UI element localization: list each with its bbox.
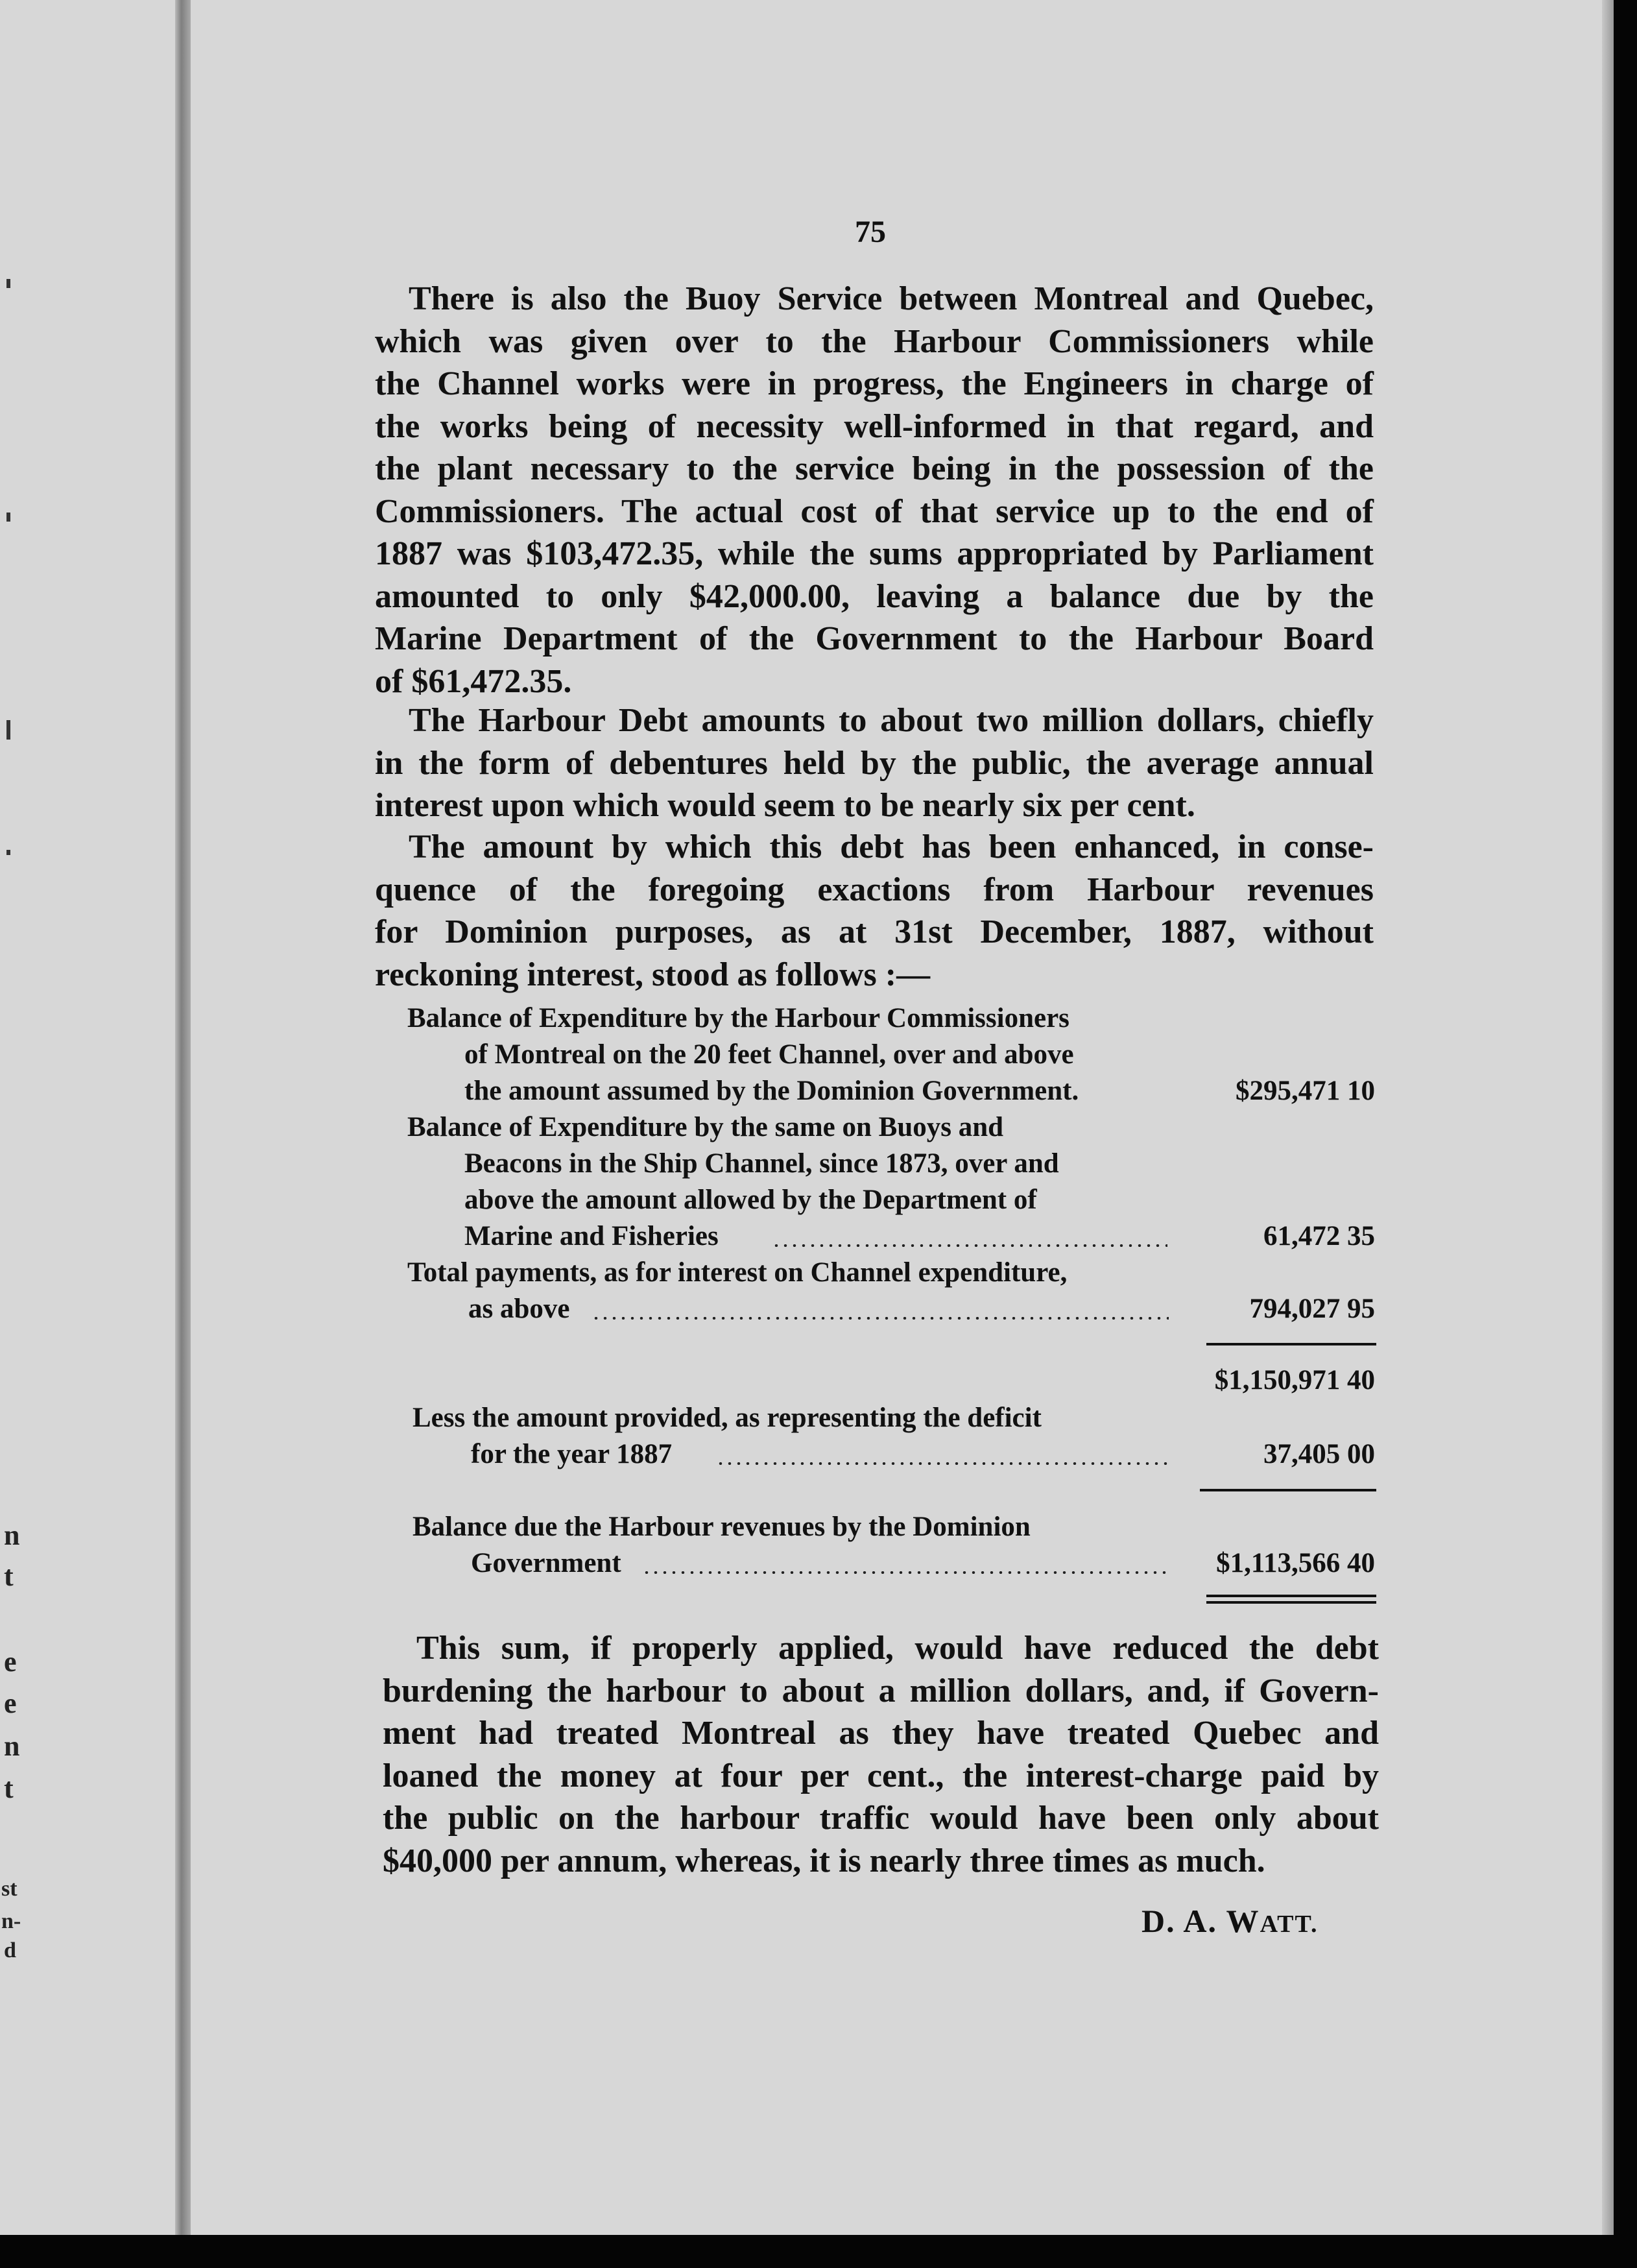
- page-right-edge: [1602, 0, 1614, 2235]
- balance-amount: $1,113,566 40: [1216, 1548, 1375, 1578]
- statement-line: Balance of Expenditure by the Harbour Commissioners: [407, 1003, 1069, 1033]
- double-rule-bottom: [1206, 1601, 1376, 1604]
- scan-speck: [6, 850, 10, 855]
- text-line: Marine Department of the Government to the Harbour Board: [375, 620, 1374, 657]
- statement-amount: 61,472 35: [1263, 1221, 1375, 1251]
- scan-speck: [6, 513, 10, 522]
- text-line: loaned the money at four per cent., the interest-charge paid by: [383, 1757, 1379, 1794]
- page-number: 75: [855, 215, 886, 249]
- text-line: reckoning interest, stood as follows :—: [375, 956, 931, 993]
- statement-amount: 37,405 00: [1263, 1439, 1375, 1469]
- statement-line: Beacons in the Ship Channel, since 1873, over and: [464, 1148, 1059, 1179]
- statement-line: the amount assumed by the Dominion Government.: [464, 1076, 1079, 1106]
- text-line: quence of the foregoing exactions from Harbour revenues: [375, 871, 1374, 908]
- dot-leader: [591, 1317, 1169, 1320]
- dot-leader: [642, 1571, 1169, 1574]
- text-line: There is also the Buoy Service between Montreal and Quebec,: [409, 280, 1374, 317]
- text-line: $40,000 per annum, whereas, it is nearly three times as much.: [383, 1842, 1265, 1879]
- dot-leader: [772, 1244, 1167, 1247]
- margin-fragment: d: [4, 1938, 16, 1962]
- statement-line: Balance due the Harbour revenues by the Dominion: [412, 1512, 1031, 1542]
- text-line: in the form of debentures held by the public, the average annual: [375, 744, 1374, 782]
- text-line: The Harbour Debt amounts to about two million dollars, chiefly: [409, 702, 1374, 739]
- text-line: Commissioners. The actual cost of that service up to the end of: [375, 492, 1374, 530]
- statement-line: Government: [471, 1548, 621, 1578]
- text-line: of $61,472.35.: [375, 662, 572, 700]
- scan-speck: [6, 720, 10, 740]
- scan-speck: [6, 279, 10, 288]
- margin-fragment: e: [4, 1687, 17, 1719]
- margin-fragment: t: [4, 1560, 14, 1592]
- margin-fragment: e: [4, 1646, 17, 1678]
- text-line: The amount by which this debt has been enhanced, in conse-: [409, 828, 1374, 865]
- subtotal-rule: [1206, 1343, 1376, 1345]
- text-line: the works being of necessity well-informed in that regard, and: [375, 407, 1374, 445]
- text-line: the plant necessary to the service being in the possession of the: [375, 450, 1374, 487]
- paragraph-buoy-service: [375, 278, 1374, 703]
- double-rule-top: [1206, 1595, 1376, 1597]
- text-line: ment had treated Montreal as they have treated Quebec and: [383, 1715, 1379, 1752]
- signature-small-caps: ATT.: [1260, 1911, 1319, 1938]
- margin-fragment: n: [4, 1730, 20, 1762]
- text-line: 1887 was $103,472.35, while the sums appropriated by Parliament: [375, 535, 1374, 572]
- statement-amount: $295,471 10: [1236, 1076, 1375, 1106]
- page-binding-shadow: [175, 0, 191, 2235]
- statement-line: above the amount allowed by the Department of: [464, 1185, 1037, 1215]
- text-line: which was given over to the Harbour Commissioners while: [375, 322, 1374, 360]
- author-signature: [1141, 1902, 1319, 1940]
- statement-line: Less the amount provided, as representing the deficit: [412, 1403, 1042, 1433]
- statement-line: Balance of Expenditure by the same on Buoys and: [407, 1112, 1004, 1142]
- statement-line: Marine and Fisheries: [464, 1221, 719, 1251]
- paragraph-conclusion: [383, 1627, 1379, 1882]
- text-line: the Channel works were in progress, the Engineers in charge of: [375, 365, 1374, 402]
- text-line: amounted to only $42,000.00, leaving a balance due by the: [375, 577, 1374, 615]
- margin-fragment: t: [4, 1772, 14, 1804]
- signature-initials: D. A. W: [1141, 1903, 1260, 1939]
- paragraph-harbour-debt: [375, 699, 1374, 827]
- text-line: interest upon which would seem to be nearly six per cent.: [375, 787, 1195, 824]
- subtotal-amount: $1,150,971 40: [1214, 1365, 1375, 1395]
- statement-line: for the year 1887: [471, 1439, 673, 1469]
- paragraph-debt-enhanced: [375, 826, 1374, 996]
- text-line: burdening the harbour to about a million dollars, and, if Govern-: [383, 1672, 1379, 1709]
- statement-line: as above: [468, 1294, 570, 1324]
- margin-fragment: n: [4, 1519, 20, 1551]
- statement-amount: 794,027 95: [1249, 1294, 1375, 1324]
- balance-rule: [1200, 1489, 1376, 1491]
- text-line: This sum, if properly applied, would have reduced the debt: [416, 1630, 1379, 1667]
- text-line: for Dominion purposes, as at 31st December, 1887, without: [375, 913, 1374, 950]
- dot-leader: [716, 1462, 1170, 1465]
- margin-fragment: st: [1, 1877, 18, 1901]
- margin-fragment: n-: [1, 1909, 21, 1933]
- text-line: the public on the harbour traffic would have been only about: [383, 1800, 1379, 1837]
- statement-line: of Montreal on the 20 feet Channel, over and above: [464, 1039, 1074, 1070]
- statement-line: Total payments, as for interest on Channel expenditure,: [407, 1257, 1068, 1288]
